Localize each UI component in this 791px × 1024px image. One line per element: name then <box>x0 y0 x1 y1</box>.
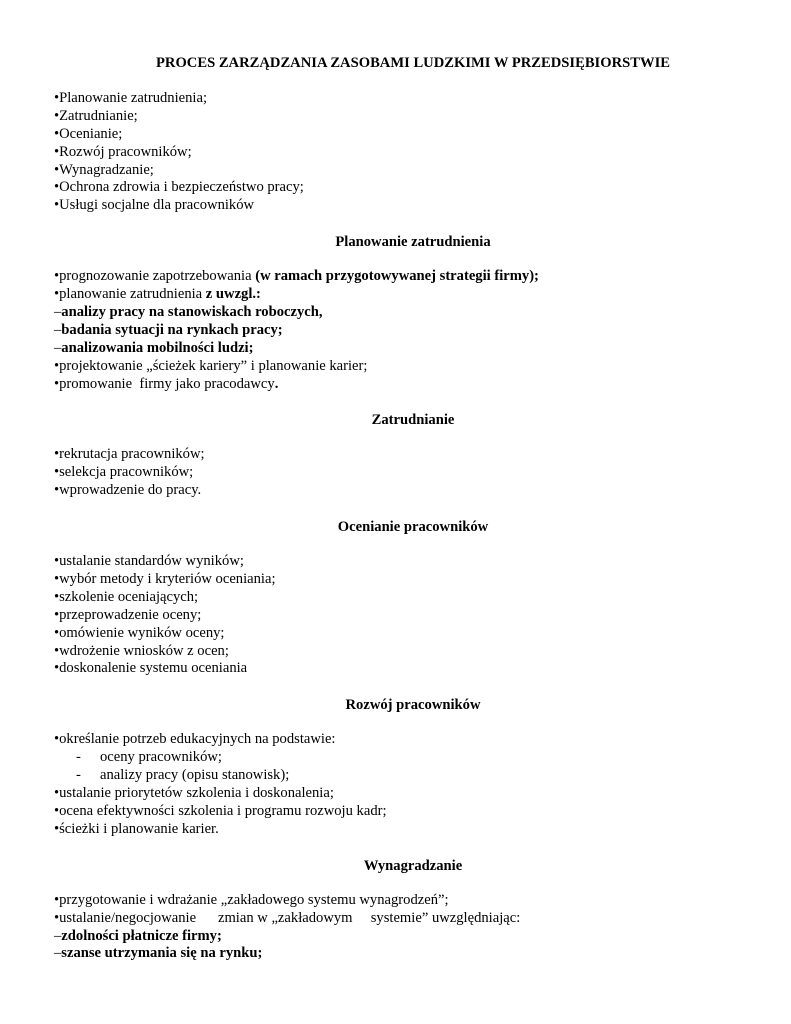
item-text: •prognozowanie zapotrzebowania <box>54 268 256 285</box>
list-item: •selekcja pracowników; <box>54 464 194 481</box>
document-title: PROCES ZARZĄDZANIA ZASOBAMI LUDZKIMI W PRZEDSIĘBIORSTWIE <box>155 55 670 71</box>
section-heading-rozwoj: Rozwój pracowników <box>345 697 481 714</box>
list-item: •ustalanie/negocjowanie zmian w „zakładowym systemie” uwzględniając: <box>54 909 521 926</box>
list-item <box>54 928 744 946</box>
list-item <box>54 304 744 322</box>
list-item <box>54 268 744 286</box>
section-zatrudnianie <box>54 446 744 500</box>
item-bold-text: z uwzgl.: <box>205 286 261 303</box>
list-item: •przygotowanie i wdrażanie „zakładowego systemu wynagrodzeń”; <box>54 891 449 908</box>
item-text: •planowanie zatrudnienia <box>54 286 206 303</box>
section-ocenianie <box>54 553 744 678</box>
item-dash: – <box>54 945 62 962</box>
item-bold-text: badania sytuacji na rynkach pracy; <box>61 321 283 338</box>
section-planowanie <box>54 268 744 393</box>
list-item: •doskonalenie systemu oceniania <box>54 660 248 677</box>
list-item: •przeprowadzenie oceny; <box>54 606 202 623</box>
list-item: •projektowanie „ścieżek kariery” i planowanie karier; <box>54 357 368 374</box>
list-item: •omówienie wyników oceny; <box>54 624 225 641</box>
item-bold-text: szanse utrzymania się na rynku; <box>61 945 263 962</box>
sub-list-item <box>54 767 744 785</box>
item-bold-text: zdolności płatnicze firmy; <box>61 927 222 944</box>
list-item: •Usługi socjalne dla pracowników <box>54 197 255 214</box>
list-item: •Rozwój pracowników; <box>54 143 192 160</box>
list-item: •rekrutacja pracowników; <box>54 446 205 463</box>
item-dash: – <box>54 339 62 356</box>
list-item: •wdrożenie wniosków z ocen; <box>54 642 229 659</box>
section-heading-wynagradzanie: Wynagradzanie <box>363 857 463 874</box>
item-text: analizy pracy (opisu stanowisk); <box>100 767 290 784</box>
item-dash: – <box>54 321 62 338</box>
section-heading-zatrudnianie: Zatrudnianie <box>371 412 455 429</box>
sub-list-item <box>54 749 744 767</box>
list-item: •Zatrudnianie; <box>54 107 138 124</box>
list-item <box>54 376 744 394</box>
item-dash: – <box>54 304 62 321</box>
list-item <box>54 286 744 304</box>
list-item: •wprowadzenie do pracy. <box>54 482 202 499</box>
list-item: •Ochrona zdrowia i bezpieczeństwo pracy; <box>54 179 304 196</box>
item-bold-text: analizy pracy na stanowiskach roboczych, <box>61 304 323 321</box>
item-bold-text: (w ramach przygotowywanej strategii firmy); <box>255 268 539 285</box>
list-item: •ocena efektywności szkolenia i programu rozwoju kadr; <box>54 802 387 819</box>
list-item: •Ocenianie; <box>54 125 123 142</box>
list-item <box>54 945 744 963</box>
item-text: •promowanie firmy jako pracodawcy <box>54 375 275 392</box>
item-bold-text: analizowania mobilności ludzi; <box>61 339 254 356</box>
item-bold-text: . <box>274 375 279 392</box>
section-heading-ocenianie: Ocenianie pracowników <box>337 519 489 536</box>
list-item: •ścieżki i planowanie karier. <box>54 820 219 837</box>
section-wynagradzanie <box>54 892 744 964</box>
item-dash: - <box>76 749 81 766</box>
list-item <box>54 340 744 358</box>
section-heading-planowanie: Planowanie zatrudnienia <box>335 234 491 251</box>
list-item: •Wynagradzanie; <box>54 161 154 178</box>
list-item: •wybór metody i kryteriów oceniania; <box>54 571 276 588</box>
item-dash: – <box>54 927 62 944</box>
document-page <box>54 54 744 963</box>
section-rozwoj <box>54 731 744 838</box>
list-item: •szkolenie oceniających; <box>54 588 199 605</box>
item-dash: - <box>76 767 81 784</box>
list-item: •określanie potrzeb edukacyjnych na podstawie: <box>54 731 336 748</box>
list-item <box>54 322 744 340</box>
item-text: oceny pracowników; <box>100 749 222 766</box>
intro-list <box>54 90 744 215</box>
list-item: •ustalanie priorytetów szkolenia i doskonalenia; <box>54 785 334 802</box>
list-item: •ustalanie standardów wyników; <box>54 553 244 570</box>
list-item: •Planowanie zatrudnienia; <box>54 90 208 106</box>
